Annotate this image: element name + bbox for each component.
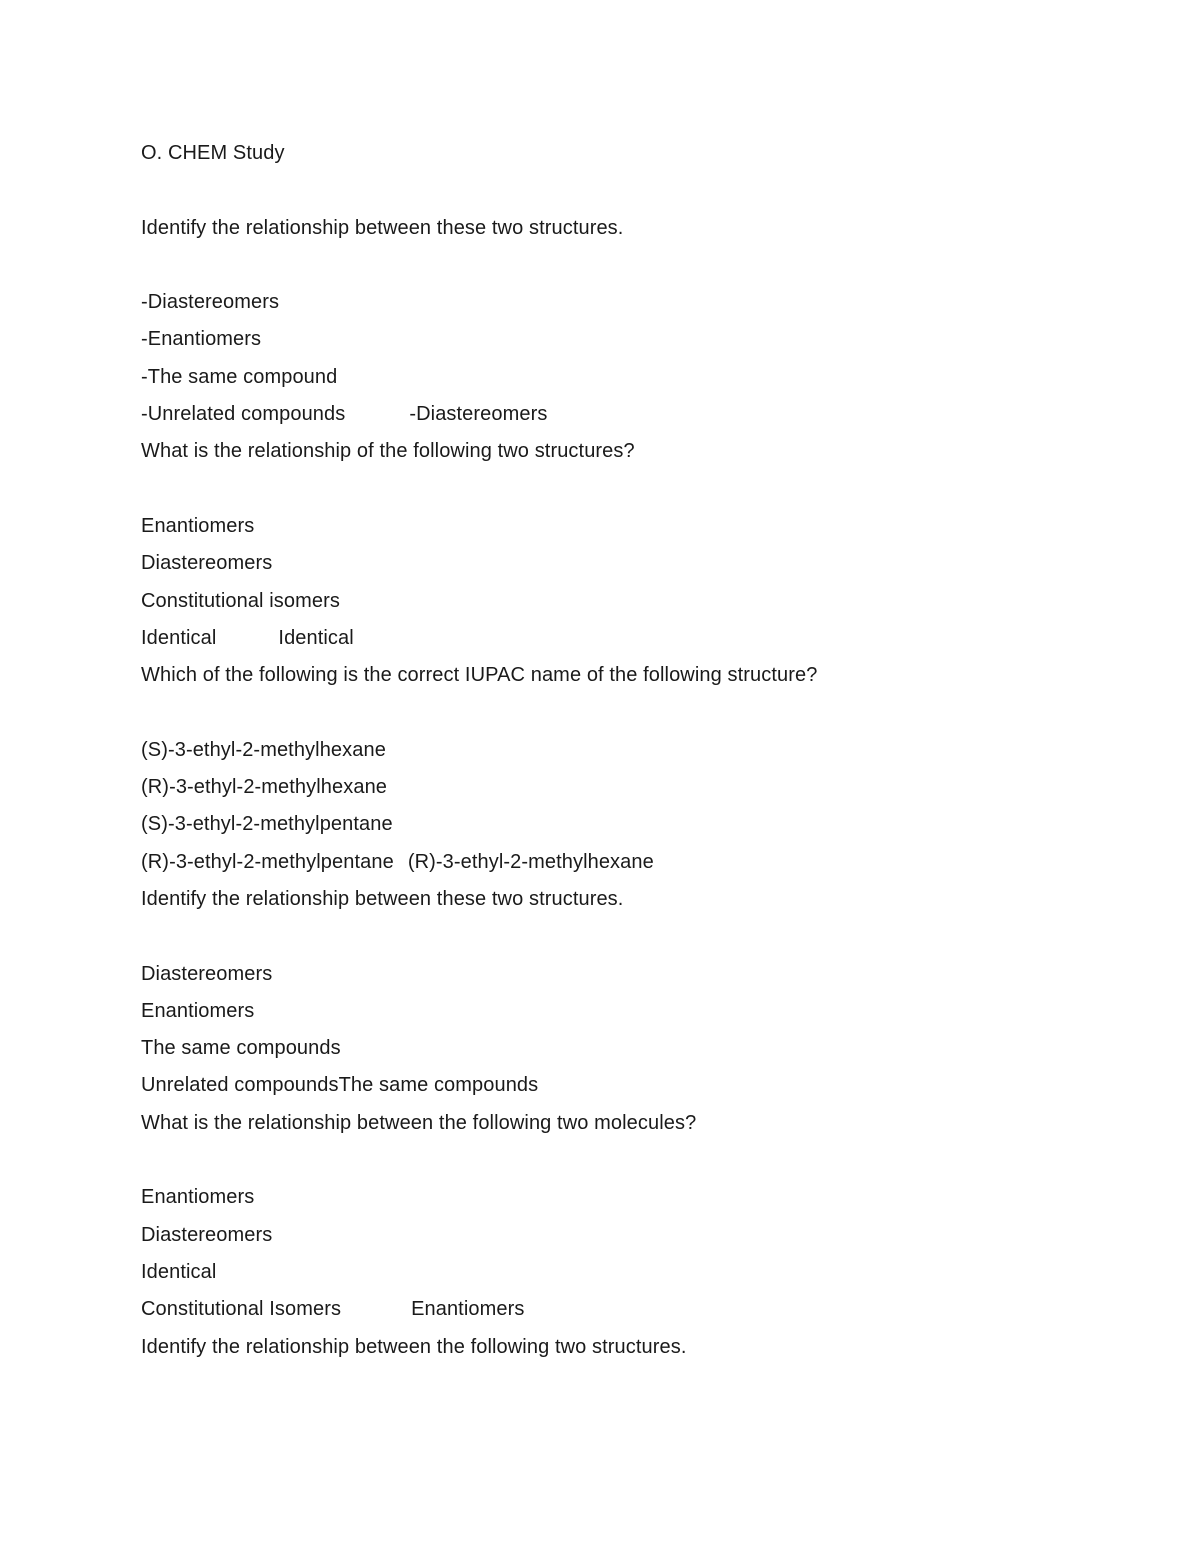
question-2-prompt: What is the relationship of the following two structures?: [141, 440, 635, 463]
question-1-prompt: Identify the relationship between these two structures.: [141, 216, 624, 239]
question-2-last-row: [141, 620, 1101, 657]
question-1-option-1: -Diastereomers: [141, 291, 280, 314]
spacer: [141, 471, 1101, 508]
question-5-option-1: Enantiomers: [141, 1186, 255, 1209]
question-1-option-2: -Enantiomers: [141, 328, 262, 351]
question-2-option-2: Diastereomers: [141, 552, 273, 575]
question-4-last-row: [141, 1067, 1101, 1104]
question-1-answer: -Diastereomers: [409, 403, 548, 426]
question-4-option-3: The same compounds: [141, 1037, 341, 1060]
question-2-answer: Identical: [278, 626, 354, 649]
question-5-option-3: Identical: [141, 1260, 217, 1283]
question-2-option-3: Constitutional isomers: [141, 589, 340, 612]
question-4-option-2: Enantiomers: [141, 999, 255, 1022]
question-1-option-4: -Unrelated compounds: [141, 403, 346, 426]
question-4-option-1: Diastereomers: [141, 962, 273, 985]
question-5-answer: Enantiomers: [411, 1298, 525, 1321]
question-3-option-2: (R)-3-ethyl-2-methylhexane: [141, 776, 388, 799]
question-2-option-1: Enantiomers: [141, 514, 255, 537]
question-3-option-1: (S)-3-ethyl-2-methylhexane: [141, 738, 386, 761]
spacer: [141, 1142, 1101, 1179]
question-2-option-4: Identical: [141, 626, 217, 649]
question-3-option-3: (S)-3-ethyl-2-methylpentane: [141, 813, 393, 836]
question-4-prompt: Identify the relationship between these two structures.: [141, 887, 624, 910]
spacer: [141, 918, 1101, 955]
question-3-answer: (R)-3-ethyl-2-methylhexane: [407, 850, 654, 873]
question-5-last-row: [141, 1291, 1101, 1328]
question-3-option-4: (R)-3-ethyl-2-methylpentane: [141, 850, 394, 873]
question-5-option-2: Diastereomers: [141, 1223, 273, 1246]
question-1-last-row: [141, 396, 1101, 433]
question-1-option-3: -The same compound: [141, 365, 338, 388]
question-6-prompt: Identify the relationship between the following two structures.: [141, 1335, 687, 1358]
question-3-last-row: [141, 844, 1101, 881]
spacer: [141, 247, 1101, 284]
document-body: [141, 135, 1101, 1366]
question-5-prompt: What is the relationship between the following two molecules?: [141, 1111, 697, 1134]
question-3-prompt: Which of the following is the correct IUPAC name of the following structure?: [141, 664, 818, 687]
spacer: [141, 172, 1101, 209]
question-4-option-4: Unrelated compounds: [141, 1074, 339, 1097]
question-5-option-4: Constitutional Isomers: [141, 1298, 342, 1321]
document-title: O. CHEM Study: [141, 142, 285, 164]
spacer: [141, 694, 1101, 731]
question-4-answer: The same compounds: [338, 1074, 539, 1097]
